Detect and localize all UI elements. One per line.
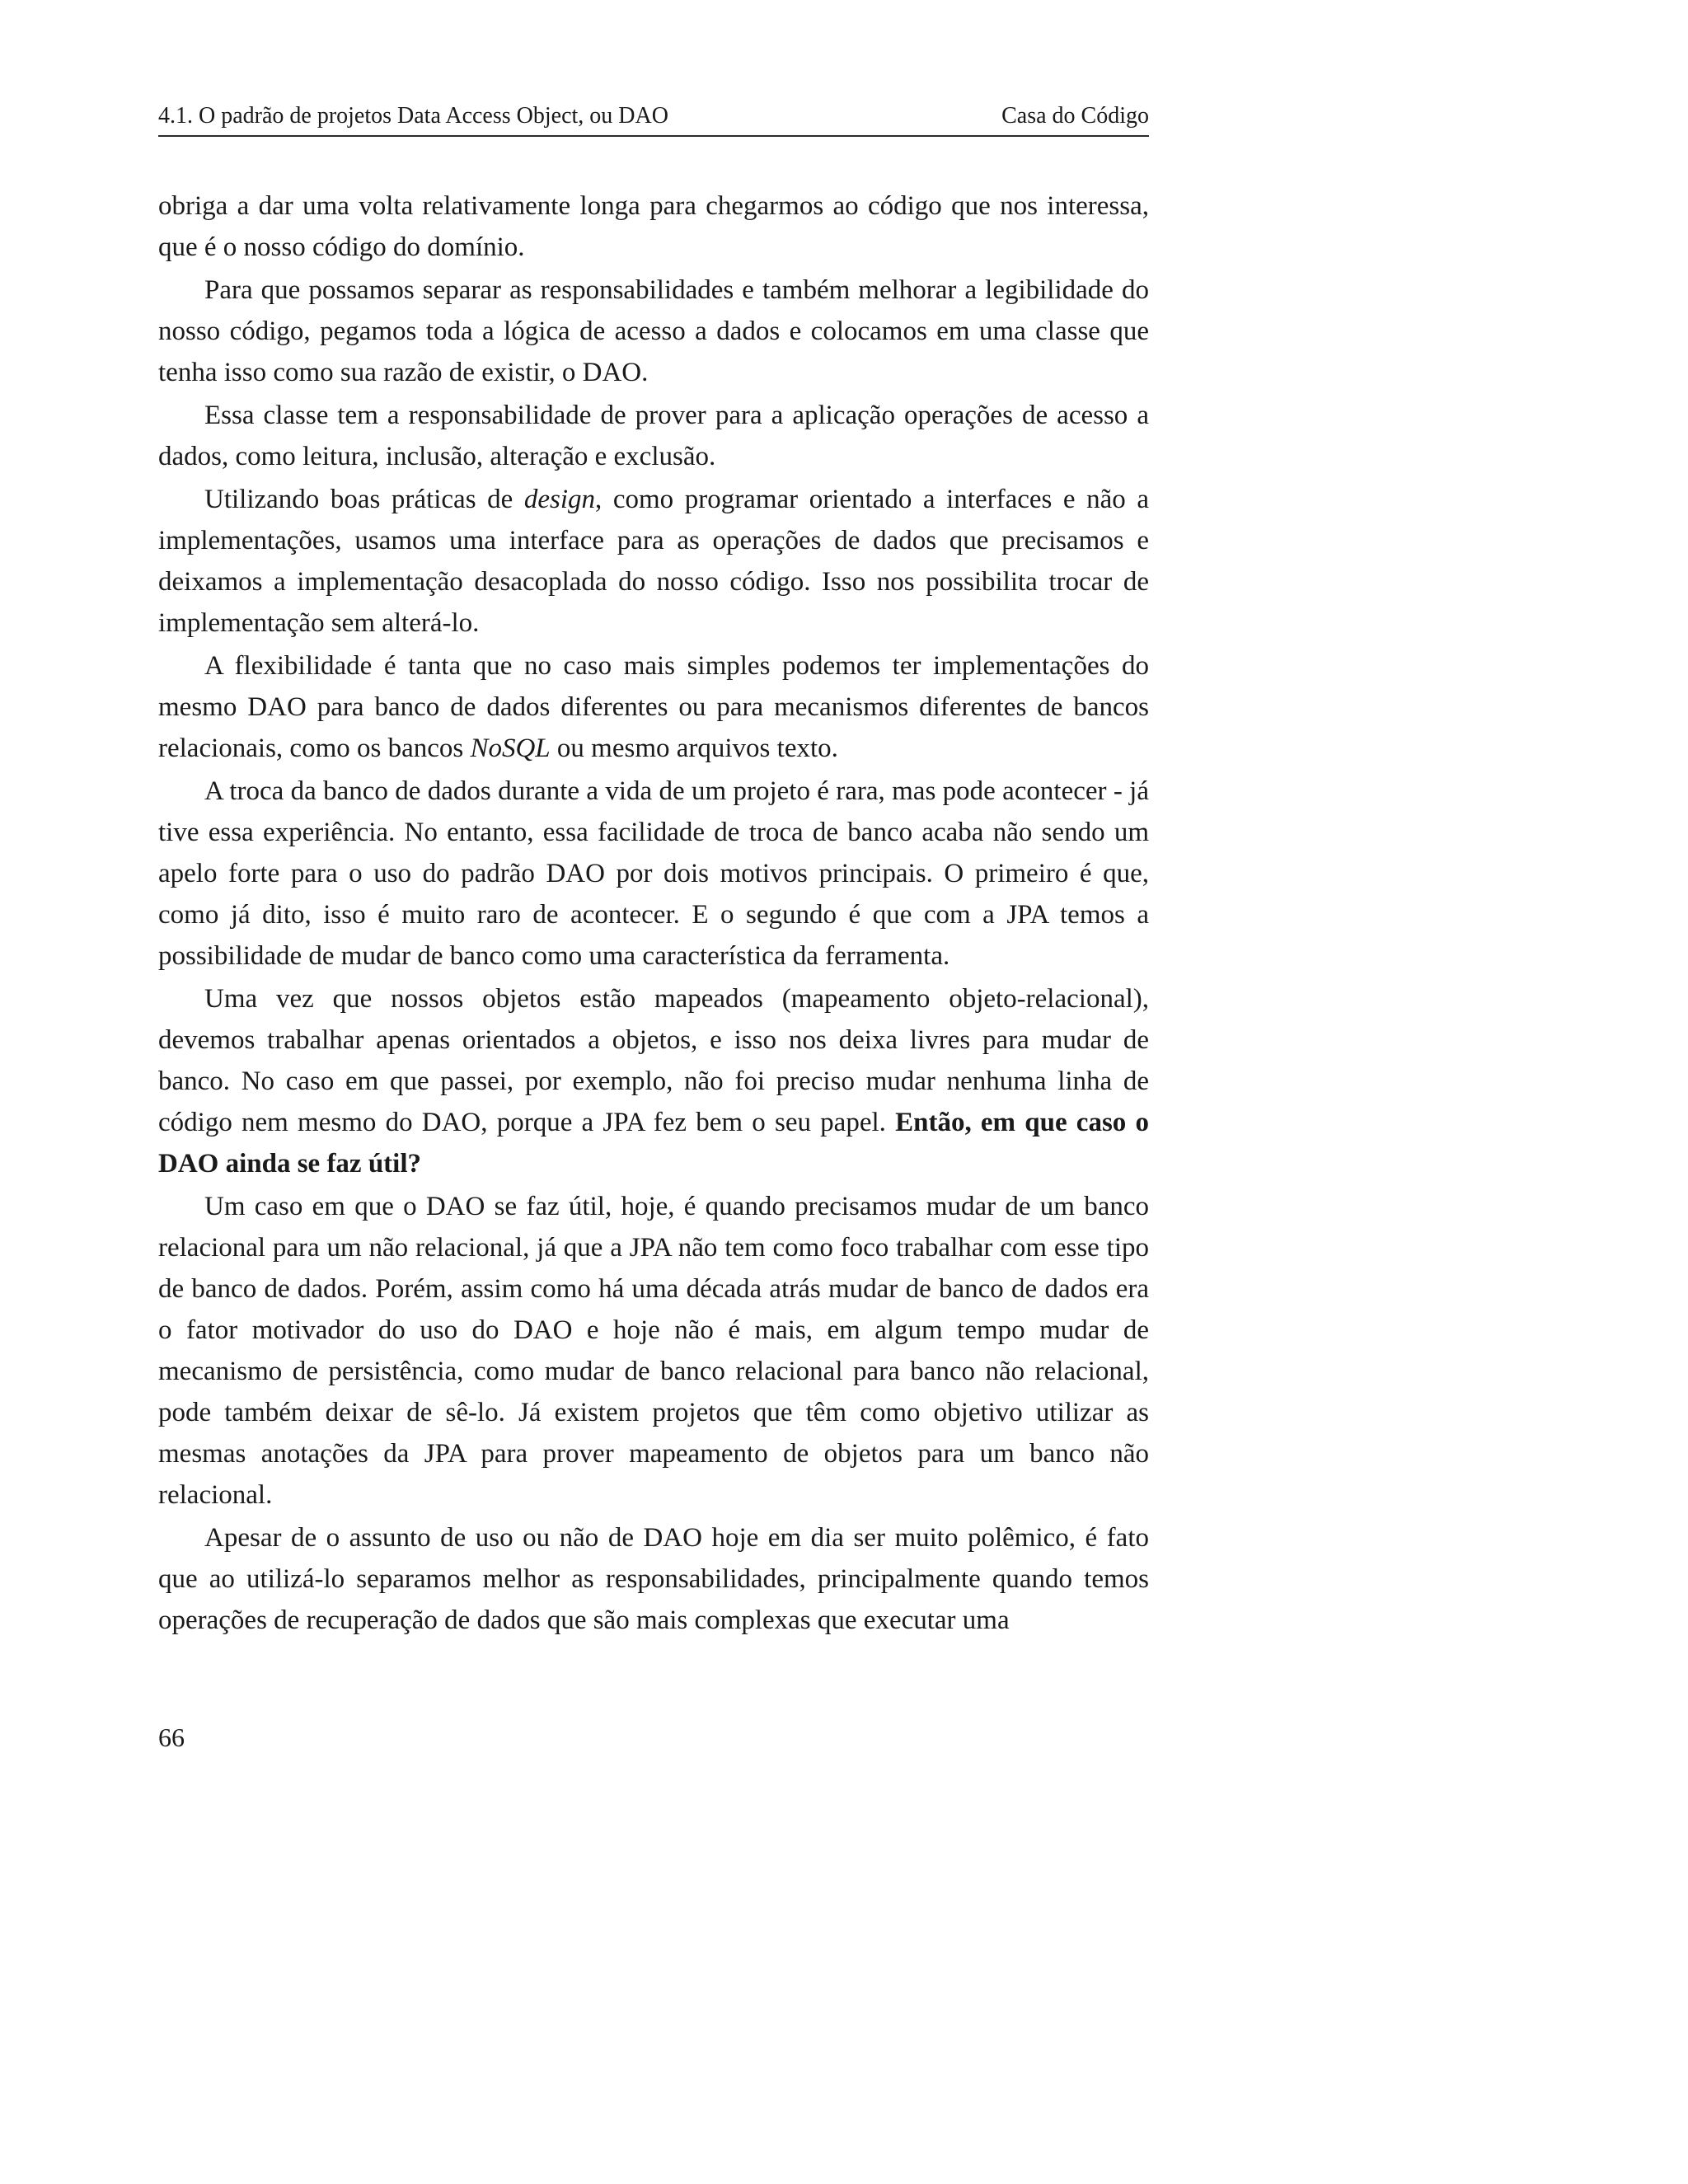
paragraph — [158, 395, 1149, 477]
paragraph — [158, 771, 1149, 977]
section-title: 4.1. O padrão de projetos Data Access Object, ou DAO — [158, 103, 668, 129]
paragraph — [158, 1517, 1149, 1641]
paragraph-text: Utilizando boas práticas de — [204, 485, 524, 514]
paragraph — [158, 185, 1149, 268]
paragraph — [158, 479, 1149, 644]
paragraph — [158, 645, 1149, 769]
paragraph-text: A troca da banco de dados durante a vida de um projeto é rara, mas pode acontecer - já tive essa experiência. No entanto, essa facilidade de troca de banco acaba não sendo um apelo forte para o uso do padrão DAO por dois motivos principais. O primeiro é que, como já dito, isso é muito raro de acontecer. E o segundo é que com a JPA temos a possibilidade de mudar de banco como uma característica da ferramenta. — [158, 776, 1149, 971]
emphasis-text: NoSQL — [470, 733, 551, 763]
paragraph — [158, 269, 1149, 393]
paragraph-text: Essa classe tem a responsabilidade de prover para a aplicação operações de acesso a dados, como leitura, inclusão, alteração e exclusão. — [158, 401, 1149, 471]
paragraph-text: A flexibilidade é tanta que no caso mais simples podemos ter implementações do mesmo DAO para banco de dados diferentes ou para mecanismos diferentes de bancos relacionais, como os bancos — [158, 651, 1149, 763]
paragraph-text: obriga a dar uma volta relativamente longa para chegarmos ao código que nos interessa, que é o nosso código do domínio. — [158, 191, 1149, 262]
body-text — [158, 185, 1149, 1641]
paragraph-text: Apesar de o assunto de uso ou não de DAO hoje em dia ser muito polêmico, é fato que ao utilizá-lo separamos melhor as responsabilidades, principalmente quando temos operações de recuperação de dados que são mais complexas que executar uma — [158, 1523, 1149, 1635]
paragraph — [158, 1186, 1149, 1516]
paragraph-text: Um caso em que o DAO se faz útil, hoje, é quando precisamos mudar de um banco relacional para um não relacional, já que a JPA não tem como foco trabalhar com esse tipo de banco de dados. Porém, assim como há uma década atrás mudar de banco de dados era o fator motivador do uso do DAO e hoje não é mais, em algum tempo mudar de mecanismo de persistência, como mudar de banco relacional para banco não relacional, pode também deixar de sê-lo. Já existem projetos que têm como objetivo utilizar as mesmas anotações da JPA para prover mapeamento de objetos para um banco não relacional. — [158, 1192, 1149, 1510]
paragraph-text: , como programar orientado a interfaces e não a implementações, usamos uma interface para as operações de dados que precisamos e deixamos a implementação desacoplada do nosso código. Isso nos possibilita trocar de implementação sem alterá-lo. — [158, 485, 1150, 638]
paragraph-text: ou mesmo arquivos texto. — [550, 733, 838, 763]
bold-question: Então, em que caso o DAO ainda se faz útil? — [158, 1108, 1149, 1179]
emphasis-text: design — [523, 485, 595, 514]
book-title: Casa do Código — [1001, 103, 1149, 129]
paragraph-text: Para que possamos separar as responsabilidades e também melhorar a legibilidade do nosso código, pegamos toda a lógica de acesso a dados e colocamos em uma classe que tenha isso como sua razão de existir, o DAO. — [158, 275, 1149, 387]
paragraph-text: Uma vez que nossos objetos estão mapeados (mapeamento objeto-relacional), devemos trabalhar apenas orientados a objetos, e isso nos deixa livres para mudar de banco. No caso em que passei, por exemplo, não foi preciso mudar nenhuma linha de código nem mesmo do DAO, porque a JPA fez bem o seu papel. — [158, 984, 1149, 1137]
paragraph — [158, 978, 1149, 1184]
page-number: 66 — [158, 1722, 185, 1752]
running-header — [158, 97, 1149, 137]
